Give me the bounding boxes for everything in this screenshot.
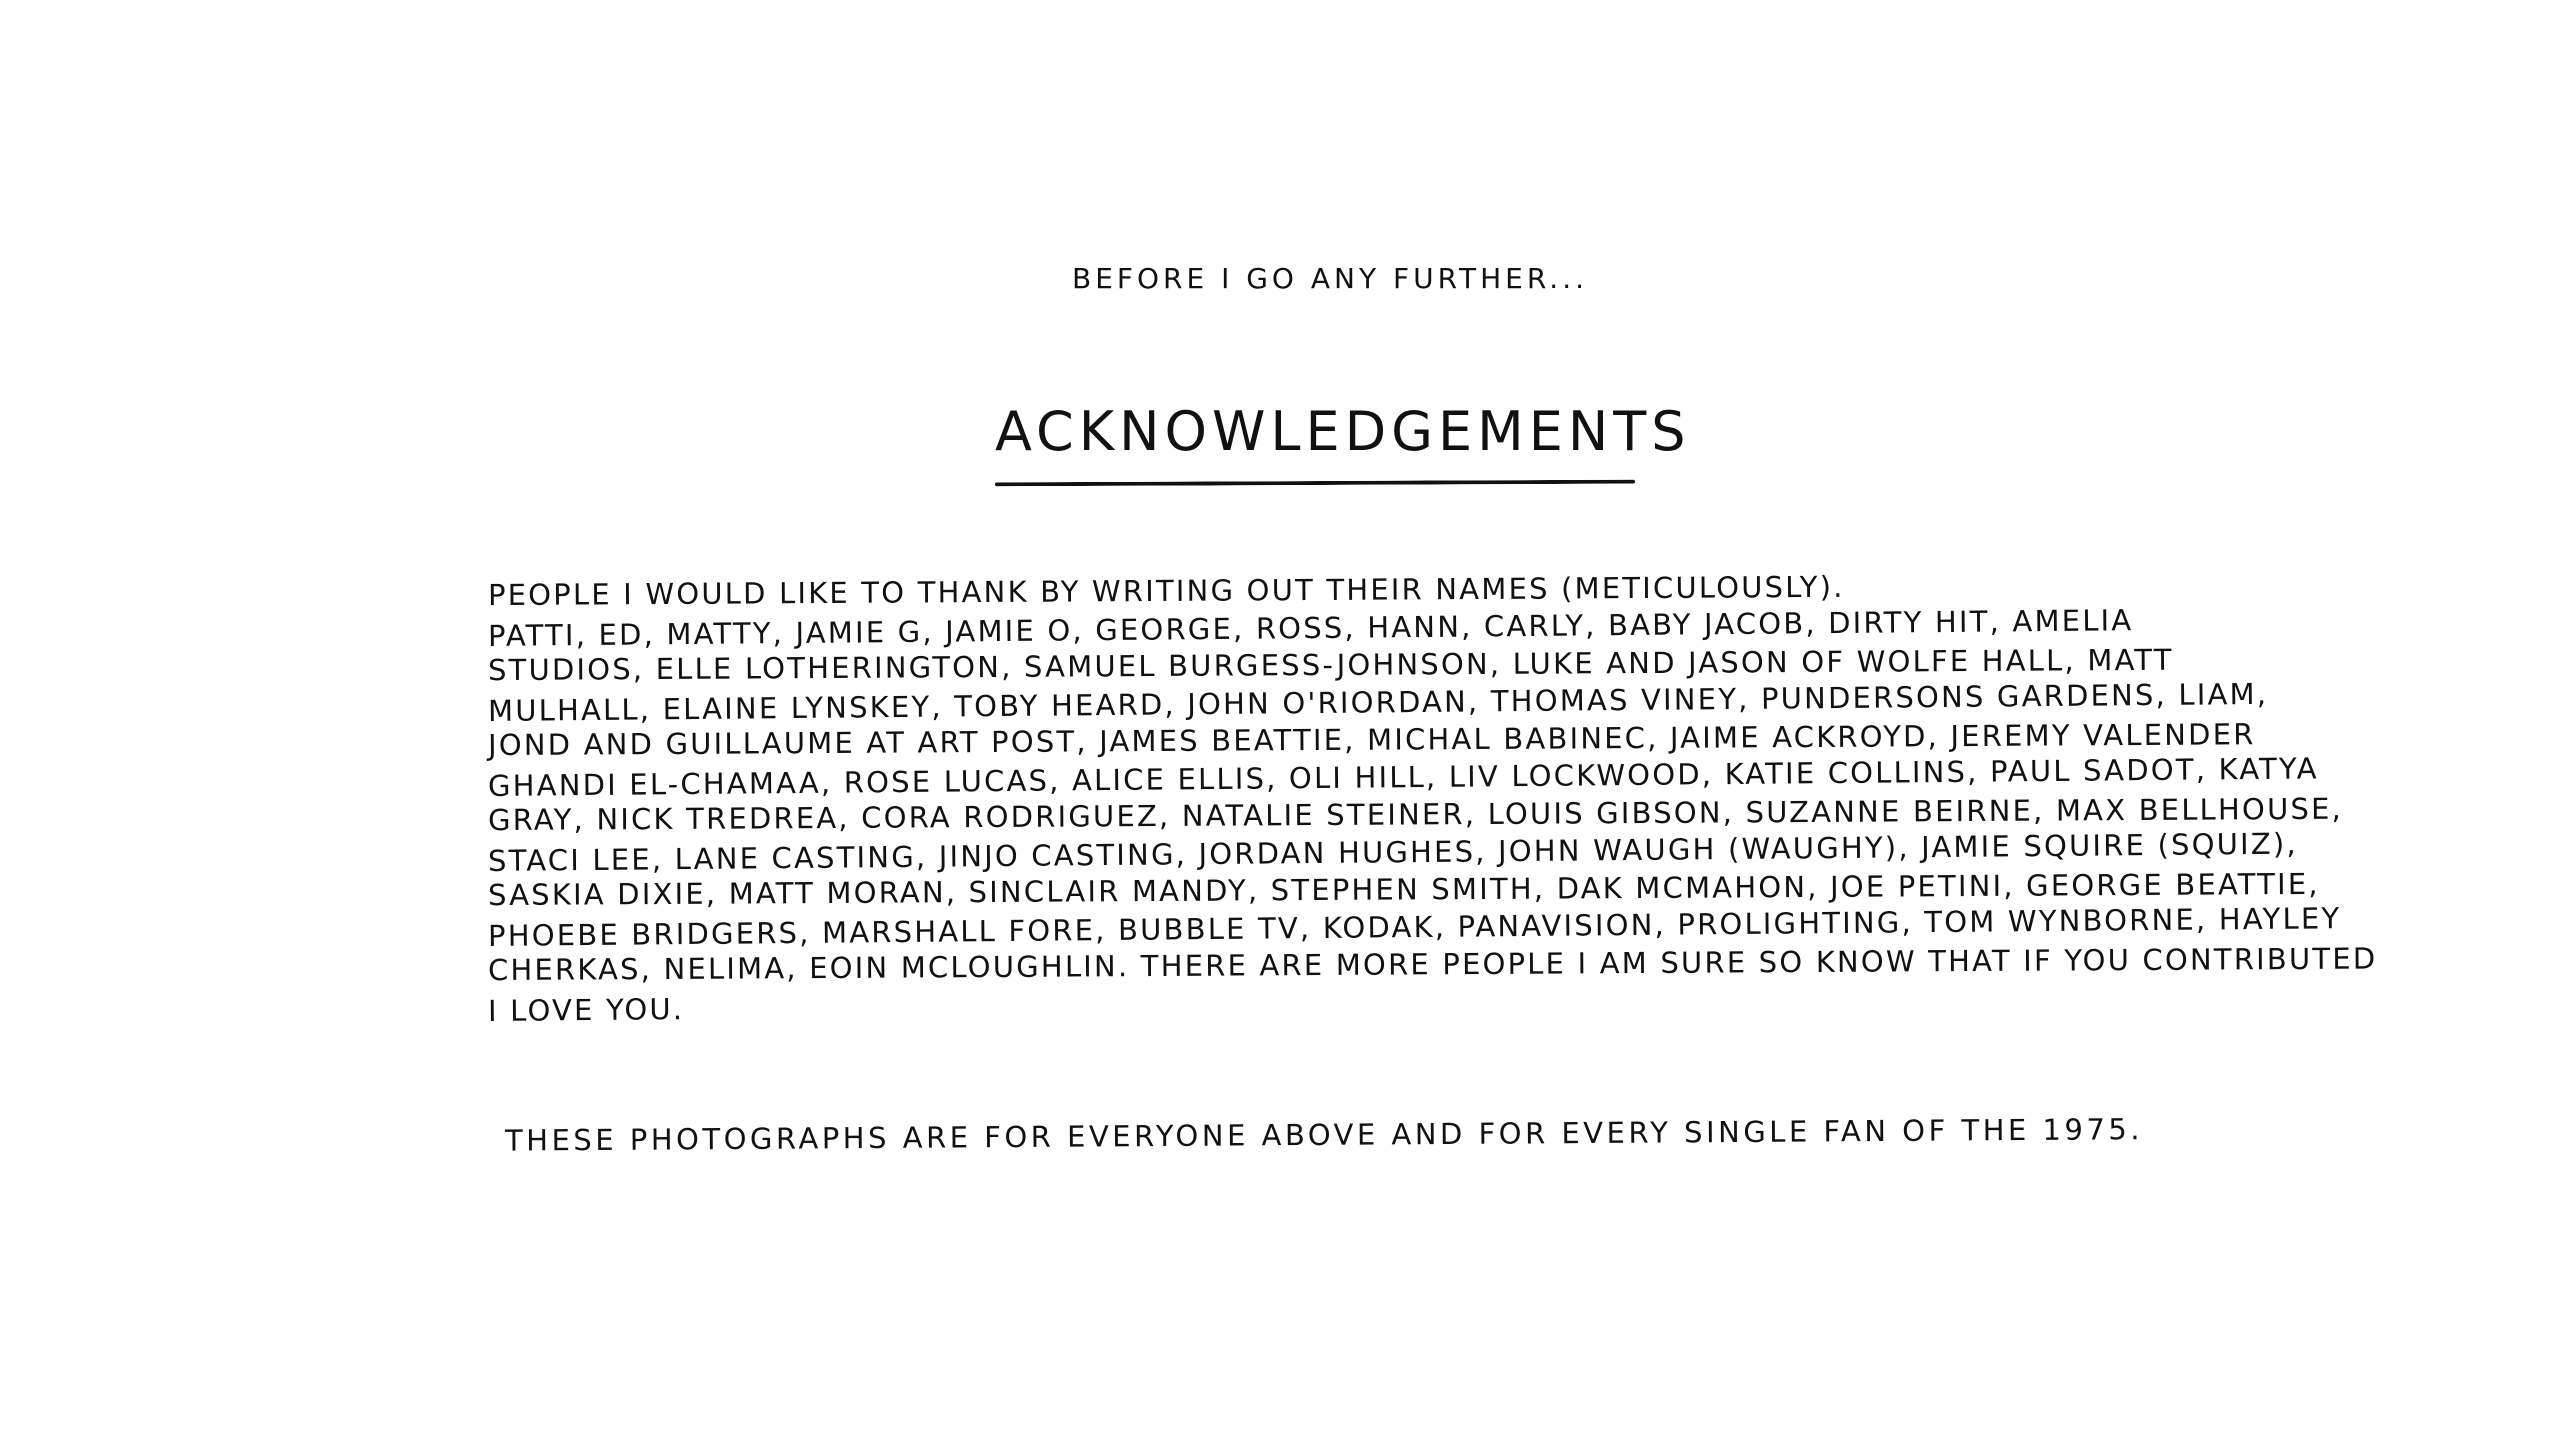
acknowledgement-body <box>487 569 2378 1028</box>
body-line: SASKIA DIXIE, MATT MORAN, SINCLAIR MANDY, STEPHEN SMITH, DAK MCMAHON, JOE PETINI, GEORGE BEATTIE, <box>487 866 2320 913</box>
body-line: PHOEBE BRIDGERS, MARSHALL FORE, BUBBLE TV, KODAK, PANAVISION, PROLIGHTING, TOM WYNBORNE, HAYLEY <box>487 900 2342 953</box>
title-block <box>995 400 1691 485</box>
body-line: PEOPLE I WOULD LIKE TO THANK BY WRITING OUT THEIR NAMES (METICULOUSLY). <box>487 569 1845 613</box>
body-line: GRAY, NICK TREDREA, CORA RODRIGUEZ, NATALIE STEINER, LOUIS GIBSON, SUZANNE BEIRNE, MAX BELLHOUSE, <box>487 791 2344 838</box>
body-line: STACI LEE, LANE CASTING, JINJO CASTING, JORDAN HUGHES, JOHN WAUGH (WAUGHY), JAMIE SQUIRE (SQUIZ), <box>487 826 2298 878</box>
dedication-footer: THESE PHOTOGRAPHS ARE FOR EVERYONE ABOVE AND FOR EVERY SINGLE FAN OF THE 1975. <box>504 1112 2144 1158</box>
page-title: ACKNOWLEDGEMENTS <box>995 400 1691 463</box>
body-line: MULHALL, ELAINE LYNSKEY, TOBY HEARD, JOHN O'RIORDAN, THOMAS VINEY, PUNDERSONS GARDENS, LIAM, <box>487 676 2269 728</box>
body-line: I LOVE YOU. <box>487 991 685 1028</box>
title-underline <box>995 480 1635 487</box>
body-line: PATTI, ED, MATTY, JAMIE G, JAMIE O, GEORGE, ROSS, HANN, CARLY, BABY JACOB, DIRTY HIT, AMELIA <box>487 602 2134 653</box>
page-subtitle: BEFORE I GO ANY FURTHER... <box>1071 262 1588 295</box>
body-line: CHERKAS, NELIMA, EOIN MCLOUGHLIN. THERE ARE MORE PEOPLE I AM SURE SO KNOW THAT IF YOU CONTRIBUTED <box>487 941 2378 988</box>
body-line: STUDIOS, ELLE LOTHERINGTON, SAMUEL BURGESS-JOHNSON, LUKE AND JASON OF WOLFE HALL, MATT <box>487 642 2174 688</box>
body-line: JOND AND GUILLAUME AT ART POST, JAMES BEATTIE, MICHAL BABINEC, JAIME ACKROYD, JEREMY VALENDER <box>487 717 2256 763</box>
body-line: GHANDI EL-CHAMAA, ROSE LUCAS, ALICE ELLIS, OLI HILL, LIV LOCKWOOD, KATIE COLLINS, PAUL SADOT, KATYA <box>487 750 2319 803</box>
